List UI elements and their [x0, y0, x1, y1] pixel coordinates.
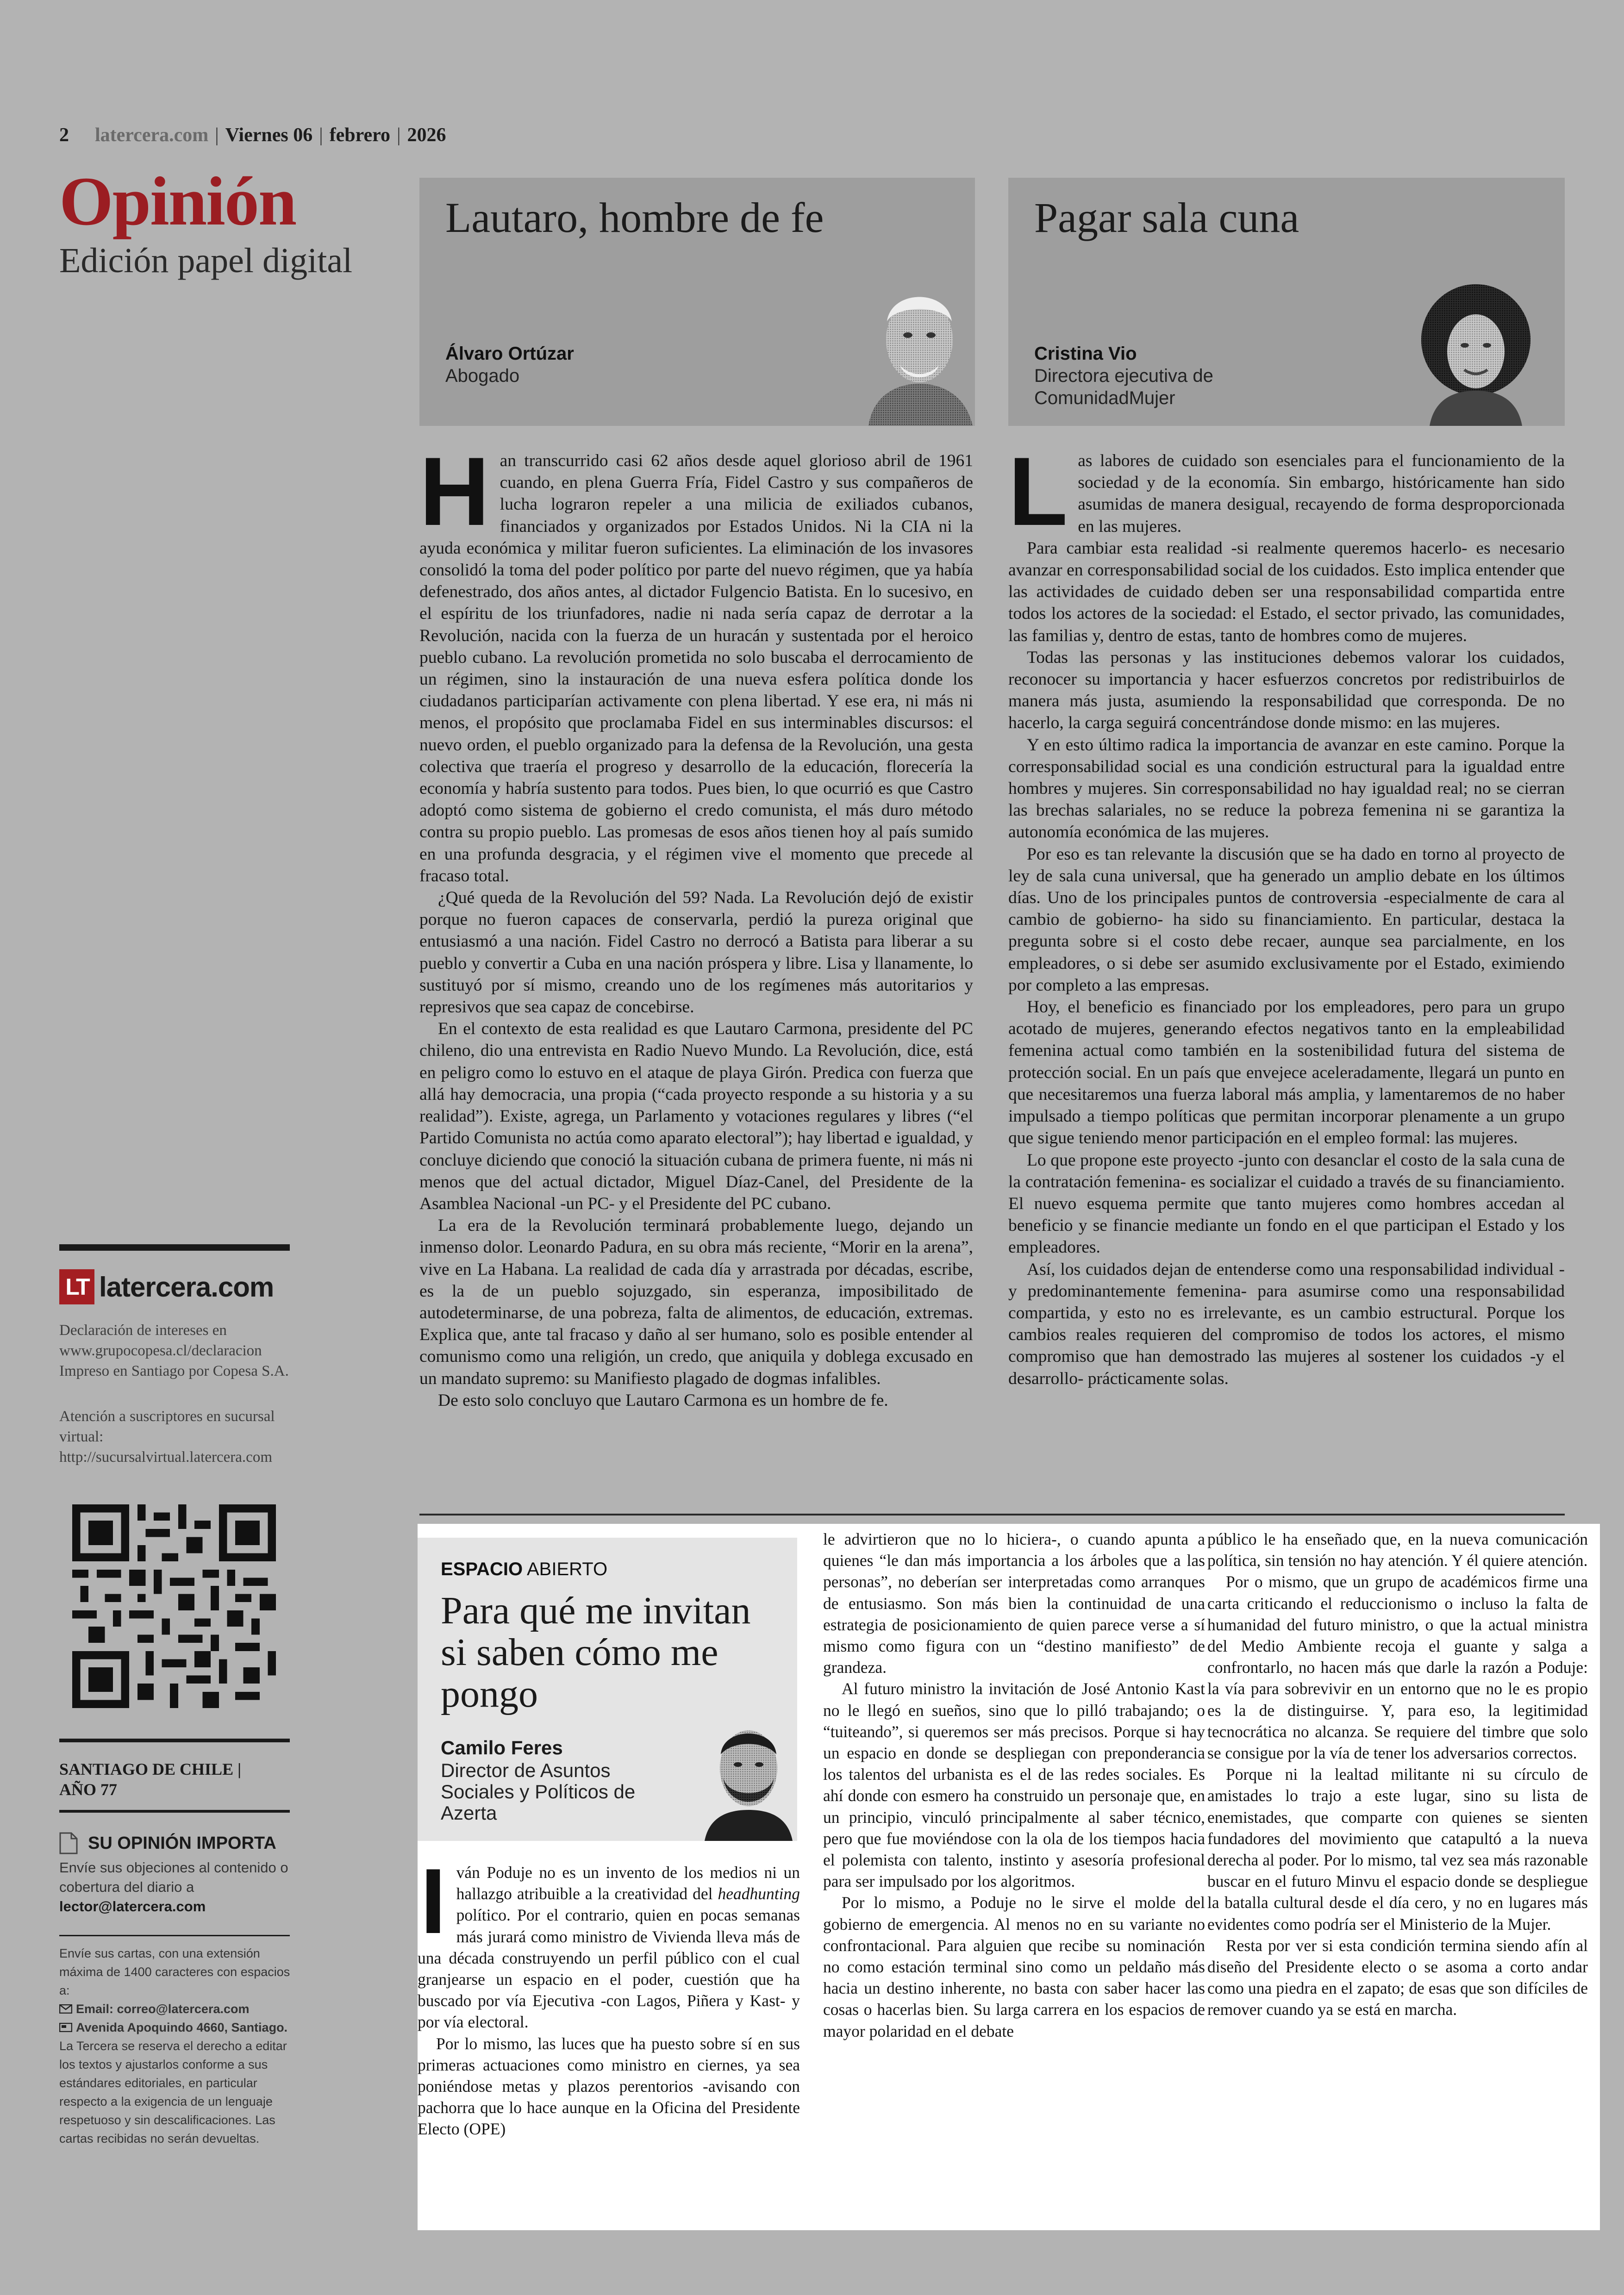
article2-header-box	[1008, 178, 1565, 426]
sidebar-rule	[59, 1810, 290, 1813]
sidebar-city	[59, 1759, 241, 1800]
article3-drop-cap: I	[420, 1850, 446, 1953]
declaration-text: Declaración de intereses en www.grupocopesa.cl/declaracion Impreso en Santiago por Copesa S.A.	[59, 1322, 289, 1379]
article2-author-role: Directora ejecutiva de ComunidadMujer	[1034, 366, 1213, 408]
document-icon	[59, 1832, 78, 1854]
article1-author: Álvaro Ortúzar	[445, 343, 574, 364]
opinion-heading: SU OPINIÓN IMPORTA	[88, 1833, 276, 1853]
letters-email[interactable]: Email: correo@latercera.com	[76, 2002, 250, 2016]
article2-paragraph: Todas las personas y las instituciones debemos valorar los cuidados, reconocer su importancia y hacer esfuerzos concretos por redistribuirlos de manera más justa, asumiendo la responsabilidad que corresponda. De no hacerlo, la carga seguirá concentrándose donde mismo: en las mujeres.	[1008, 648, 1565, 733]
article1-title: Lautaro, hombre de fe	[445, 194, 824, 241]
article3-paragraph: le advirtieron que no lo hiciera-, o cuando apunta a quienes “le dan más importancia a los árboles que a las personas”, no deberían ser interpretadas como arranques de entusiasmo. Son más bien la continuidad de una estrategia de posicionamiento de quien parece verse a sí mismo como figura con un “destino manifiesto” de grandeza.	[823, 1530, 1205, 1677]
article3-paragraph: público le ha enseñado que, en la nueva comunicación política, sin tensión no hay atención. Y él quiere atención.	[1207, 1530, 1588, 1570]
espacio-abierto-kicker: ESPACIO ABIERTO	[441, 1559, 608, 1579]
letters-text: Envíe sus cartas, con una extensión máxima de 1400 caracteres con espacios a:	[59, 1946, 290, 1997]
header-weekday: Viernes 06	[225, 125, 313, 146]
article3-paragraph: Porque ni la lealtad militante ni su círculo de amistades lo trajo a este lugar, sino su lista de enemistades, que comparte con quienes se sienten fundadores del movimiento que catapultó a la nueva derecha al poder. Por lo mismo, tal vez sea más razonable buscar en el futuro Minvu el espacio donde se despliegue la batalla cultural desde el día cero, y no en lugares más evidentes como podría ser el Ministerio de la Mujer.	[1207, 1765, 1588, 1933]
article2-body	[1008, 437, 1565, 1390]
city-label: SANTIAGO DE CHILE |	[59, 1760, 242, 1778]
author-photo-ortuzar	[859, 270, 980, 426]
article1-paragraph: ¿Qué queda de la Revolución del 59? Nada. La Revolución dejó de existir porque no fueron capaces de conservarla, perdió la pureza original que entusiasmó a una nación. Fidel Castro no derrocó a Batista para liberar a su pueblo y convertir a Cuba en una nación próspera y libre. Lisa y llanamente, lo sustituyó por sí mismo, creando uno de los regímenes más autoritarios y represivos que sea capaz de concebirse.	[419, 888, 973, 1017]
article1-body	[419, 437, 973, 1411]
article3-paragraph: Por lo mismo, las luces que ha puesto sobre sí en sus primeras actuaciones como ministro en ciernes, ya sea poniéndose metas y plazos perentorios -avisando con pachorra que lo hace aunque en la Oficina del Presidente Electo (OPE)	[418, 2034, 800, 2139]
article2-paragraph: Hoy, el beneficio es financiado por los empleadores, pero para un grupo acotado de mujeres, generando efectos negativos tanto en la empleabilidad femenina actual como también en la sostenibilidad futura del sistema de protección social. En un país que envejece aceleradamente, llegará un punto en que necesitaremos una fuerza laboral más amplia, y lamentaremos de no haber impulsado a tiempo políticas que permitan incorporar plenamente a un grupo que sigue teniendo menor participación en el empleo formal: las mujeres.	[1008, 998, 1565, 1148]
sidebar-rule	[59, 1739, 290, 1742]
article1-header-box	[419, 178, 975, 426]
page-number: 2	[59, 125, 69, 146]
header-site[interactable]: latercera.com	[95, 125, 209, 146]
latercera-logo[interactable]	[59, 1269, 274, 1304]
article1-author-role: Abogado	[445, 366, 520, 386]
article3-title: Para qué me invitan si saben cómo me pongo	[441, 1589, 751, 1715]
article3-lead-paragraph: Iván Poduje no es un invento de los medios ni un hallazgo atribuible a la creatividad del headhunting político. Por el contrario, quien en pocas semanas más jurará como ministro de Vivienda lleva más de una década construyendo un perfil público con el cual granjearse un espacio en el poder, cuestión que ha buscado por vía Ejecutiva -con Lagos, Piñera y Kast- y por vía electoral.	[418, 1850, 800, 2032]
article2-paragraph: Y en esto último radica la importancia de avanzar en este camino. Porque la corresponsabilidad social es una condición estructural para la igualdad entre hombres y mujeres. Sin corresponsabilidad no hay igualdad real; no se cierran las brechas salariales, no se reduce la pobreza femenina ni se garantiza la autonomía económica de las mujeres.	[1008, 735, 1565, 842]
email-icon	[59, 2004, 72, 2014]
article3-author-role: Director de Asuntos Sociales y Políticos de Azerta	[441, 1759, 636, 1824]
lt-logo-mark: LT	[59, 1269, 94, 1304]
article3-column-3	[1207, 1528, 1588, 2021]
letters-section	[59, 1944, 300, 2148]
article1-paragraph: La era de la Revolución terminará probablemente luego, dejando un inmenso dolor. Leonardo Padura, en su obra más reciente, “Morir en la arena”, vive en La Habana. La realidad de cada día y arrastrada por décadas, escribe, es la de un pueblo sojuzgado, sin esperanza, imposibilitado de autodeterminarse, de una pobreza, falta de alimentos, de educación, extremas. Explica que, ante tal fracaso y daño al ser humano, solo es posible entender al comunismo como una religión, un credo, que aniquila y doblega excusado en un mandato supremo: su Manifiesto plagado de dogmas infalibles.	[419, 1216, 973, 1388]
letters-address: Avenida Apoquindo 4660, Santiago.	[76, 2021, 288, 2034]
article2-drop-cap: L	[1008, 437, 1068, 546]
subscribers-text: Atención a suscriptores en sucursal virtual: http://sucursalvirtual.latercera.com	[59, 1408, 275, 1466]
year-label: AÑO 77	[59, 1780, 117, 1799]
sidebar-rule	[59, 1935, 290, 1936]
header-year: 2026	[407, 125, 446, 146]
page-header: 2 latercera.com | Viernes 06 | febrero | 2026	[59, 125, 446, 146]
article1-paragraph: En el contexto de esta realidad es que Lautaro Carmona, presidente del PC chileno, dio una entrevista en Radio Nuevo Mundo. La Revolución, dice, está en peligro como lo estuvo en el ataque de playa Girón. Predica con fuerza que allá hay democracia, una propia (“cada proyecto responde a su historia y a su realidad”). Existe, agrega, un Parlamento y votaciones regulares y libres (“el Partido Comunista no actúa como aparato electoral”); hay libertad e igualdad, y concluye diciendo que conoció la situación cubana de primera fuente, ni más ni menos que del actual dictador, Miguel Díaz-Canel, del Presidente de la Asamblea Nacional -un PC- y el Presidente del PC cubano.	[419, 1019, 973, 1213]
article3-paragraph: Por lo mismo, a Poduje no le sirve el molde del gobierno de emergencia. Al menos no en su variante no confrontacional. Para alguien que recibe su nominación no como estación terminal sino como un peldaño más hacia un destino inherente, no basta con saber hacer las cosas o hacerlas bien. Su larga carrera en los espacios de mayor polaridad en el debate	[823, 1893, 1205, 2040]
author-photo-feres	[700, 1717, 797, 1841]
article2-paragraph: Para cambiar esta realidad -si realmente queremos hacerlo- es necesario avanzar en corresponsabilidad social de los cuidados. Esto implica entender que las actividades de cuidado deben ser una responsabilidad compartida entre todos los actores de la sociedad: el Estado, el sector privado, las comunidades, las familias y, dentro de estas, tanto de hombres como de mujeres.	[1008, 538, 1565, 645]
article3-paragraph: Resta por ver si esta condición termina siendo afín al diseño del Presidente electo o se asoma a corto andar como una piedra en el zapato; de esas que son difíciles de remover cuando ya se está en marcha.	[1207, 1936, 1588, 2019]
article3-paragraph: Por o mismo, que un grupo de académicos firme una carta criticando el reduccionismo o incluso la falta de humanidad del futuro ministro, o que la actual ministra del Medio Ambiente recoja el guante y salga a confrontarlo, no hacen más que darle la razón a Poduje: la vía para sobrevivir en un entorno que no le es propio es la de distinguirse. Y, para eso, la legitimidad tecnocrática no alcanza. Se requiere del timbre que solo se consigue por la vía de tener los adversarios correctos.	[1207, 1572, 1588, 1763]
opinion-email[interactable]: lector@latercera.com	[59, 1898, 206, 1915]
article1-drop-cap: H	[419, 437, 490, 546]
disclaimer-text: La Tercera se reserva el derecho a editar los textos y ajustarlos conforme a sus estándares editoriales, en particular respecto a la exigencia de un lenguaje respetuoso y sin descalificaciones. Las cartas recibidas no serán devueltas.	[59, 2039, 287, 2145]
lt-logo-text: latercera.com	[99, 1271, 274, 1303]
section-divider	[419, 1514, 1565, 1515]
sidebar-rule	[59, 1244, 290, 1251]
article2-author: Cristina Vio	[1034, 343, 1137, 364]
header-month: febrero	[329, 125, 391, 146]
article2-paragraph: Por eso es tan relevante la discusión que se ha dado en torno al proyecto de ley de sala cuna universal, que ha generado un amplio debate en los últimos días. Uno de los principales puntos de controversia -especialmente de cara al cambio de gobierno- ha sido su financiamiento. En particular, destaca la pregunta sobre si el costo debe recaer, aunque sea parcialmente, en los empleadores, o si debe ser asumido exclusivamente por el Estado, eximiendo por completo a las empresas.	[1008, 844, 1565, 995]
article2-title: Pagar sala cuna	[1034, 194, 1299, 241]
article2-lead-paragraph: Las labores de cuidado son esenciales para el funcionamiento de la sociedad y de la economía. Sin embargo, históricamente han sido asumidas de manera desigual, recayendo de forma desproporcionada en las mujeres.	[1008, 437, 1565, 546]
article2-paragraph: Lo que propone este proyecto -junto con desanclar el costo de la sala cuna de la contratación femenina- es socializar el cuidado a través de su financiamiento. El nuevo esquema permite que tanto mujeres como hombres accedan al beneficio y se financie mediante un fondo en el que participan el Estado y los empleadores.	[1008, 1150, 1565, 1257]
section-subtitle: Edición papel digital	[59, 241, 353, 280]
article1-paragraph: De esto solo concluyo que Lautaro Carmona es un hombre de fe.	[438, 1391, 888, 1410]
author-photo-vio	[1416, 275, 1536, 426]
article3-paragraph: Al futuro ministro la invitación de José Antonio Kast no le llegó en sueños, sino que lo pilló trabajando; o “tuiteando”, si queremos ser más precisos. Porque si hay un espacio en donde se despliegan con preponderancia los talentos del urbanista es el de las redes sociales. Es ahí donde con esmero ha construido un personaje que, en un principio, vinculó principalmente al saber técnico, pero que fue moviéndose con la ola de los tiempos hacia el polemista con talento, instinto y asesoría profesional para ser impulsado por los algoritmos.	[823, 1679, 1205, 1891]
article1-lead-paragraph: Han transcurrido casi 62 años desde aquel glorioso abril de 1961 cuando, en plena Guerra Fría, Fidel Castro y sus compañeros de lucha lograron repeler a una milicia de exiliados cubanos, financiados y organizados por Estados Unidos. Ni la CIA ni la ayuda económica y militar fueron suficientes. La eliminación de los invasores consolidó la toma del poder político por parte del nuevo régimen, que ya había defenestrado, dos años antes, al dictador Fulgencio Batista. En lo sucesivo, en el espíritu de los triunfadores, nadie ni nada sería capaz de derrotar a la Revolución, nacida con la fuerza de un huracán y sustentada por el heroico pueblo cubano. La revolución prometida no solo buscaba el derrocamiento de un régimen, sino la instauración de una nueva esfera política donde los ciudadanos participarían activamente con plena libertad. Y ese era, ni más ni menos, el propósito que proclamaba Fidel en sus interminables discursos: el nuevo orden, el pueblo organizado para la defensa de la Revolución, una gesta colectiva que traería el progreso y desarrollo de la educación, florecería la economía y habría sustento para todos. Pues bien, lo que ocurrió es que Castro adoptó como sistema de gobierno el credo comunista, el más duro método contra su propio pueblo. Las promesas de esos años tienen hoy al país sumido en una profunda desgracia, y el régimen vive el momento que precede al fracaso total.	[419, 437, 973, 886]
opinion-text: Envíe sus objeciones al contenido o cobertura del diario a	[59, 1859, 288, 1895]
article2-paragraph: Así, los cuidados dejan de entenderse como una responsabilidad individual -y predominantemente femenina- para asumirse como una responsabilidad compartida, y esto no es irrelevante, es un cambio estructural. Porque los cambios reales requieren del compromiso de todos los actores, el mismo compromiso que han demostrado las mujeres al sostener los cuidados -y el desarrollo- prácticamente solas.	[1008, 1260, 1565, 1388]
opinion-section	[59, 1832, 300, 1916]
article3-column-1	[418, 1850, 800, 2140]
mailbox-icon	[59, 2023, 72, 2032]
section-title: Opinión	[59, 163, 296, 240]
article3-author: Camilo Feres	[441, 1737, 563, 1759]
article3-column-2	[823, 1528, 1205, 2042]
qr-code[interactable]	[72, 1504, 276, 1708]
